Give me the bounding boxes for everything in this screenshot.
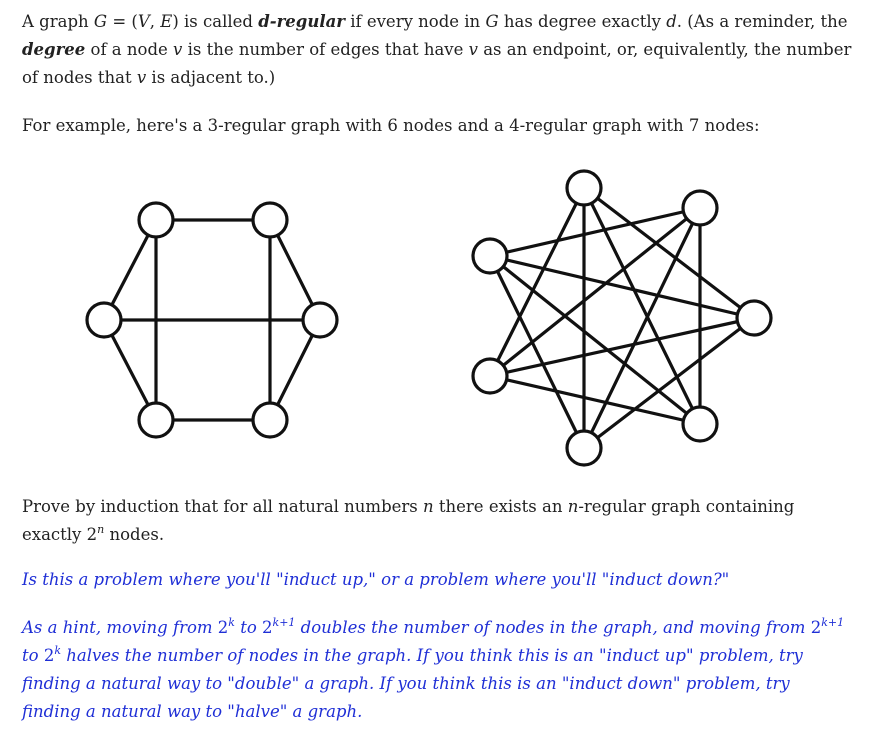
math-G: G <box>485 12 499 31</box>
graph-node-n6 <box>473 239 507 273</box>
text: is called <box>178 12 259 31</box>
term-d-regular: d-regular <box>258 12 345 31</box>
text: Prove by induction that for all natural numbers <box>22 497 424 516</box>
definition-paragraph <box>22 8 852 92</box>
example-paragraph: For example, here's a 3-regular graph with 6 nodes and a 4-regular graph with 7 nodes: <box>22 116 760 135</box>
text: to <box>234 618 263 637</box>
math-E: E <box>160 12 173 31</box>
graph-node-n3 <box>683 407 717 441</box>
graph-node-n1 <box>683 191 717 225</box>
math-d: d <box>666 12 677 31</box>
math-exponent: k+1 <box>272 616 296 629</box>
text: to <box>22 646 44 665</box>
text: if every node in <box>344 12 486 31</box>
text: is adjacent to.) <box>146 68 276 87</box>
math-2: 2 <box>86 525 98 544</box>
text: As a hint, moving from <box>22 618 218 637</box>
graph-node-r <box>303 303 337 337</box>
math-v: v <box>468 40 478 59</box>
text: . (As a reminder, the <box>676 12 848 31</box>
graph-node-n2 <box>737 301 771 335</box>
text: doubles the number of nodes in the graph, and moving from <box>295 618 811 637</box>
math-eq: = ( <box>107 12 138 31</box>
text: -regular graph containing exactly <box>22 497 795 544</box>
math-v: v <box>173 40 183 59</box>
text: halves the number of nodes in the graph. If you think this is an "induct up" problem, try finding a natural way to "double" a graph. If you think this is an "induct down" problem, try finding a natural way to "halve" a graph. <box>22 646 803 721</box>
graph-node-l <box>87 303 121 337</box>
prove-paragraph <box>22 493 852 549</box>
graph-4-regular-7-nodes <box>466 160 778 472</box>
hint-question: Is this a problem where you'll "induct up," or a problem where you'll "induct down?" <box>22 570 730 589</box>
text: has degree exactly <box>498 12 667 31</box>
graph-node-tr <box>253 203 287 237</box>
math-v: v <box>136 68 147 87</box>
math-exponent: k+1 <box>821 616 845 629</box>
math-n: n <box>423 497 434 516</box>
math-comma: , <box>149 12 161 31</box>
math-2: 2 <box>262 618 273 637</box>
graph-3-regular-6-nodes <box>84 190 344 450</box>
graph-node-tl <box>139 203 173 237</box>
term-degree: degree <box>22 40 86 59</box>
text: nodes. <box>104 525 165 544</box>
math-exponent: k <box>54 644 61 657</box>
graph-node-bl <box>139 403 173 437</box>
graph-node-n4 <box>567 431 601 465</box>
math-2: 2 <box>43 646 55 665</box>
graph-node-br <box>253 403 287 437</box>
math-G: G <box>93 12 108 31</box>
text: of a node <box>85 40 174 59</box>
math-n: n <box>567 497 579 516</box>
text: is the number of edges that have <box>182 40 469 59</box>
math-2: 2 <box>810 618 822 637</box>
graph-node-n5 <box>473 359 507 393</box>
math-exponent-n: n <box>97 523 105 536</box>
math-close: ) <box>172 12 179 31</box>
math-V: V <box>137 12 150 31</box>
text: there exists an <box>433 497 568 516</box>
text: A graph <box>22 12 94 31</box>
math-exponent: k <box>228 616 235 629</box>
math-2: 2 <box>217 618 229 637</box>
graph-node-n0 <box>567 171 601 205</box>
text: as an endpoint, or, equivalently, the number of nodes that <box>22 40 852 87</box>
hint-paragraph <box>22 614 852 726</box>
